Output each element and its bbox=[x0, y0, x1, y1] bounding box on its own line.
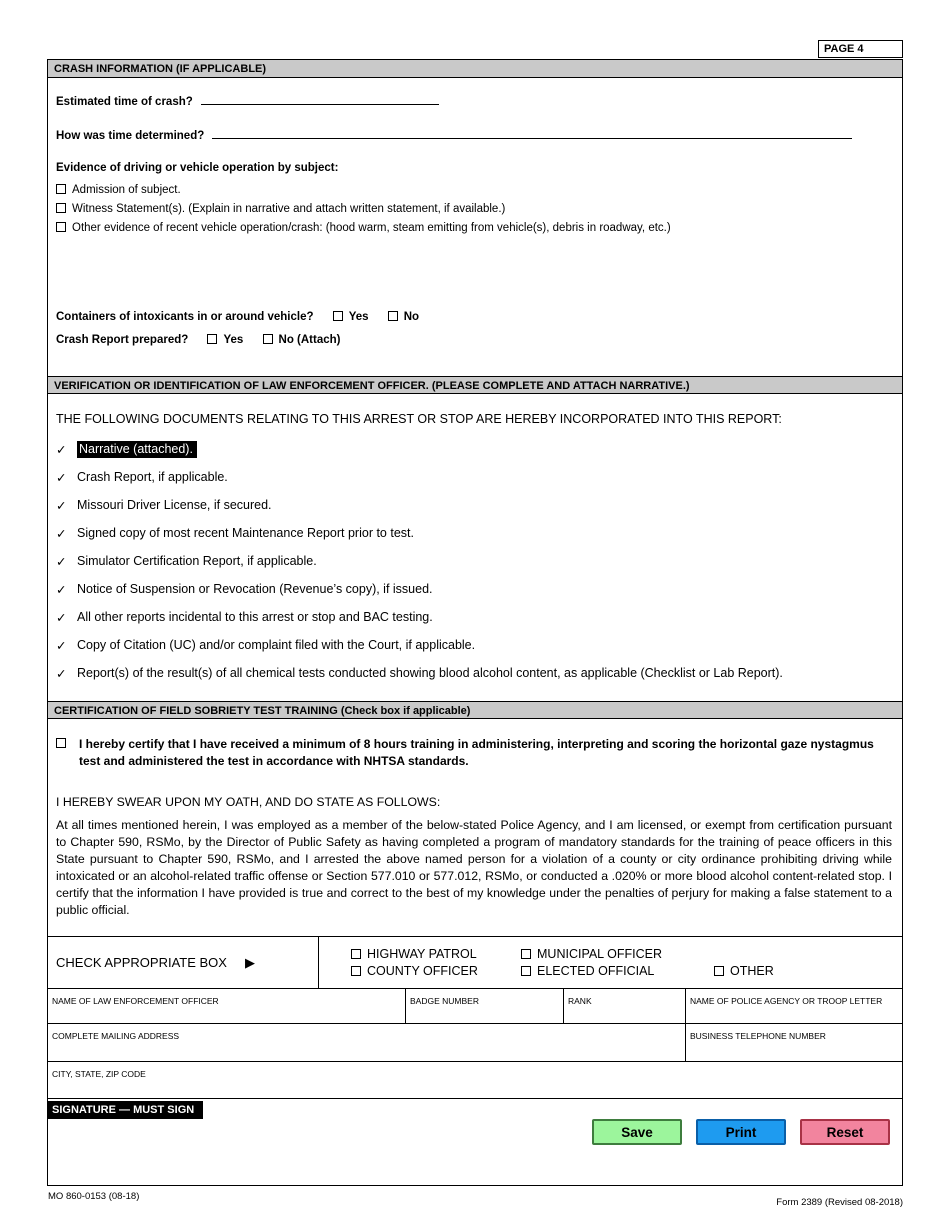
form-revision-footer: Form 2389 (Revised 08-2018) bbox=[776, 1197, 903, 1208]
witness-checkbox[interactable] bbox=[56, 203, 66, 213]
elected-official-label: ELECTED OFFICIAL bbox=[537, 964, 655, 978]
city-state-zip-field[interactable] bbox=[48, 1061, 902, 1099]
other-officer-label: OTHER bbox=[730, 964, 774, 978]
document-item bbox=[56, 519, 894, 547]
admission-label: Admission of subject. bbox=[72, 184, 181, 196]
municipal-officer-checkbox[interactable] bbox=[521, 949, 531, 959]
certification-checkbox[interactable] bbox=[56, 738, 66, 748]
other-officer-checkbox[interactable] bbox=[714, 966, 724, 976]
containers-no-label: No bbox=[403, 311, 420, 323]
document-item bbox=[56, 659, 894, 687]
badge-number-label: BADGE NUMBER bbox=[410, 996, 479, 1006]
elected-official-checkbox[interactable] bbox=[521, 966, 531, 976]
evidence-option-witness bbox=[56, 203, 894, 222]
check-icon: ✓ bbox=[56, 526, 67, 541]
evidence-option-admission bbox=[56, 184, 894, 203]
crash-report-yes-label: Yes bbox=[223, 334, 244, 346]
document-item bbox=[56, 575, 894, 603]
document-item bbox=[56, 631, 894, 659]
crash-report-no-checkbox[interactable] bbox=[263, 334, 273, 344]
evidence-option-other bbox=[56, 222, 894, 241]
highway-patrol-label: HIGHWAY PATROL bbox=[367, 947, 477, 961]
mailing-address-field[interactable] bbox=[48, 1024, 686, 1061]
officer-fields-row-2 bbox=[48, 1023, 902, 1061]
document-item-text: Report(s) of the result(s) of all chemical tests conducted showing blood alcohol content, as applicable (Checklist or Lab Report). bbox=[77, 666, 783, 680]
estimated-time-row bbox=[56, 94, 894, 110]
document-item bbox=[56, 491, 894, 519]
crash-report-yes-checkbox[interactable] bbox=[207, 334, 217, 344]
document-item-text: Signed copy of most recent Maintenance Report prior to test. bbox=[77, 526, 414, 540]
certification-statement-row bbox=[56, 736, 894, 769]
certification-statement-text: I hereby certify that I have received a minimum of 8 hours training in administering, interpreting and scoring the horizontal gaze nystagmus test and administered the test in accordance with NHTSA standards. bbox=[79, 737, 874, 768]
document-item bbox=[56, 463, 894, 491]
document-item bbox=[56, 435, 894, 463]
city-state-zip-label: CITY, STATE, ZIP CODE bbox=[52, 1069, 146, 1079]
check-icon: ✓ bbox=[56, 638, 67, 653]
check-icon: ✓ bbox=[56, 582, 67, 597]
containers-yes-checkbox[interactable] bbox=[333, 311, 343, 321]
section-header-certification: CERTIFICATION OF FIELD SOBRIETY TEST TRAINING (Check box if applicable) bbox=[48, 701, 902, 719]
check-icon: ✓ bbox=[56, 470, 67, 485]
arrow-right-icon: ▶ bbox=[244, 954, 255, 970]
containers-row bbox=[56, 311, 894, 334]
containers-yes-label: Yes bbox=[348, 311, 369, 323]
time-determined-input[interactable] bbox=[212, 128, 852, 139]
document-item-text: Crash Report, if applicable. bbox=[77, 470, 228, 484]
verification-section bbox=[48, 394, 902, 701]
form-buttons bbox=[592, 1119, 890, 1145]
document-item-text: All other reports incidental to this arrest or stop and BAC testing. bbox=[77, 610, 433, 624]
form-number-footer: MO 860-0153 (08-18) bbox=[48, 1191, 140, 1202]
oath-heading: I HEREBY SWEAR UPON MY OATH, AND DO STATE AS FOLLOWS: bbox=[56, 795, 441, 809]
document-item-text: Missouri Driver License, if secured. bbox=[77, 498, 272, 512]
officer-type-options bbox=[319, 937, 902, 988]
witness-label: Witness Statement(s). (Explain in narrative and attach written statement, if available.) bbox=[72, 203, 506, 215]
municipal-officer-label: MUNICIPAL OFFICER bbox=[537, 947, 663, 961]
agency-field[interactable] bbox=[686, 989, 902, 1023]
time-determined-row bbox=[56, 128, 894, 144]
officer-type-row bbox=[351, 964, 902, 978]
officer-type-table bbox=[48, 936, 902, 988]
check-appropriate-box-cell bbox=[48, 937, 319, 988]
document-item bbox=[56, 547, 894, 575]
verification-intro: THE FOLLOWING DOCUMENTS RELATING TO THIS ARREST OR STOP ARE HEREBY INCORPORATED INTO THIS REPORT: bbox=[56, 412, 782, 426]
document-item bbox=[56, 603, 894, 631]
estimated-time-input[interactable] bbox=[201, 94, 439, 105]
admission-checkbox[interactable] bbox=[56, 184, 66, 194]
officer-name-field[interactable] bbox=[48, 989, 406, 1023]
check-icon: ✓ bbox=[56, 554, 67, 569]
officer-name-label: NAME OF LAW ENFORCEMENT OFFICER bbox=[52, 996, 219, 1006]
section-header-verification: VERIFICATION OR IDENTIFICATION OF LAW ENFORCEMENT OFFICER. (PLEASE COMPLETE AND ATTACH NARRATIVE.) bbox=[48, 376, 902, 394]
badge-number-field[interactable] bbox=[406, 989, 564, 1023]
county-officer-checkbox[interactable] bbox=[351, 966, 361, 976]
signature-area bbox=[48, 1099, 902, 1186]
containers-label: Containers of intoxicants in or around vehicle? bbox=[56, 311, 314, 323]
check-icon: ✓ bbox=[56, 666, 67, 681]
document-item-text: Notice of Suspension or Revocation (Revenue’s copy), if issued. bbox=[77, 582, 433, 596]
crash-report-label: Crash Report prepared? bbox=[56, 334, 189, 346]
oath-paragraph: At all times mentioned herein, I was employed as a member of the below-stated Police Agency, and I am licensed, or exempt from certification pursuant to Chapter 590, RSMo, by the Director of Public Safety as having completed a program of mandatory standards for the training of peace officers in this State pursuant to Chapter 590, RSMo, and I arrested the above named person for a violation of a county or city ordinance prohibiting driving while intoxicated or an alcohol-related traffic offense or Section 577.010 or 577.012, RSMo, or conducted a .020% or more blood alcohol content-related stop. I certify that the information I have provided is true and correct to the best of my knowledge under the penalties of perjury for making a false statement to a public official. bbox=[56, 818, 892, 917]
business-phone-field[interactable] bbox=[686, 1024, 902, 1061]
crash-report-no-label: No (Attach) bbox=[278, 334, 341, 346]
rank-label: RANK bbox=[568, 996, 592, 1006]
mailing-address-label: COMPLETE MAILING ADDRESS bbox=[52, 1031, 180, 1041]
county-officer-label: COUNTY OFFICER bbox=[367, 964, 478, 978]
certification-section bbox=[48, 719, 902, 936]
rank-field[interactable] bbox=[564, 989, 686, 1023]
section-header-crash-information: CRASH INFORMATION (IF APPLICABLE) bbox=[48, 60, 902, 78]
check-icon: ✓ bbox=[56, 498, 67, 513]
other-evidence-label: Other evidence of recent vehicle operation/crash: (hood warm, steam emitting from vehicle(s), debris in roadway, etc.) bbox=[72, 222, 671, 234]
officer-type-row bbox=[351, 947, 902, 961]
highway-patrol-checkbox[interactable] bbox=[351, 949, 361, 959]
document-item-text: Simulator Certification Report, if applicable. bbox=[77, 554, 317, 568]
agency-label: NAME OF POLICE AGENCY OR TROOP LETTER bbox=[690, 996, 883, 1006]
check-icon: ✓ bbox=[56, 610, 67, 625]
other-evidence-checkbox[interactable] bbox=[56, 222, 66, 232]
page-number-box: PAGE 4 bbox=[818, 40, 903, 58]
containers-no-checkbox[interactable] bbox=[388, 311, 398, 321]
print-button[interactable]: Print bbox=[696, 1119, 786, 1145]
document-item-text: Copy of Citation (UC) and/or complaint filed with the Court, if applicable. bbox=[77, 638, 476, 652]
crash-report-row bbox=[56, 334, 894, 357]
time-determined-label: How was time determined? bbox=[56, 130, 205, 142]
check-icon: ✓ bbox=[56, 442, 67, 457]
reset-button[interactable]: Reset bbox=[800, 1119, 890, 1145]
form-border bbox=[47, 59, 903, 1186]
business-phone-label: BUSINESS TELEPHONE NUMBER bbox=[690, 1031, 826, 1041]
check-appropriate-box-label: CHECK APPROPRIATE BOX bbox=[56, 955, 227, 970]
document-item-text-highlighted: Narrative (attached). bbox=[77, 441, 197, 458]
officer-fields-row-1 bbox=[48, 988, 902, 1023]
save-button[interactable]: Save bbox=[592, 1119, 682, 1145]
evidence-label: Evidence of driving or vehicle operation by subject: bbox=[56, 162, 339, 174]
signature-label: SIGNATURE — MUST SIGN bbox=[48, 1101, 203, 1119]
crash-information-section bbox=[48, 78, 902, 376]
estimated-time-label: Estimated time of crash? bbox=[56, 96, 193, 108]
